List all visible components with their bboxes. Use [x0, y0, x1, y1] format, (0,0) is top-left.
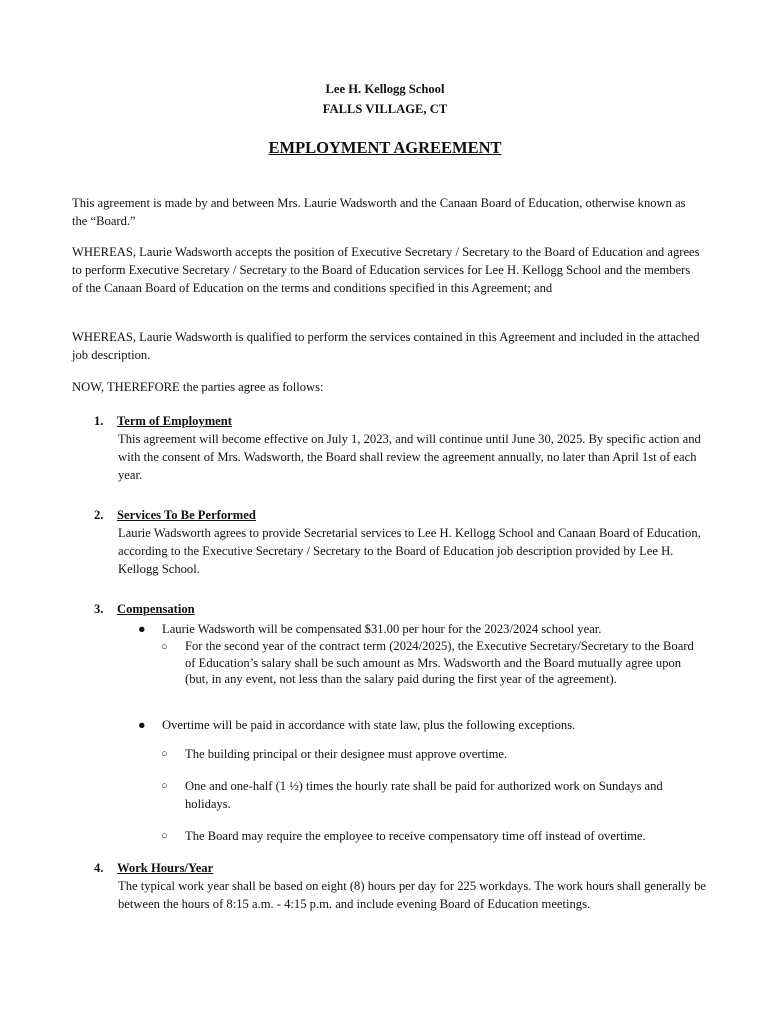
whereas-paragraph-1: WHEREAS, Laurie Wadsworth accepts the position of Executive Secretary / Secretary to the Board of Education and agrees to perform Executive Secretary / Secretary to the Board of Education services for Lee H. Kellogg School and the members of the Canaan Board of Education on the terms and conditions specified in this Agreement; and — [72, 245, 700, 295]
section-heading-work-hours: Work Hours/Year — [117, 861, 214, 875]
section-number: 1. — [94, 414, 104, 428]
bullet-marker: ● — [138, 622, 146, 636]
whereas-paragraph-2: WHEREAS, Laurie Wadsworth is qualified to perform the services contained in this Agreement and included in the attached job description. — [72, 330, 700, 362]
intro-paragraph: This agreement is made by and between Mrs. Laurie Wadsworth and the Canaan Board of Education, otherwise known as the “Board.” — [72, 196, 686, 228]
therefore-paragraph: NOW, THEREFORE the parties agree as follows: — [72, 380, 324, 394]
section-number: 2. — [94, 508, 104, 522]
sub-bullet-marker: ○ — [161, 748, 168, 760]
compensation-second-year: For the second year of the contract term (2024/2025), the Executive Secretary/Secretary to the Board of Education’s salary shall be such amount as Mrs. Wadsworth and the Board mutually agree upon (but, in any event, not less than the salary paid during the first year of the agreement). — [185, 639, 694, 686]
sub-bullet-marker: ○ — [161, 780, 168, 792]
bullet-marker: ● — [138, 718, 146, 732]
section-number: 3. — [94, 602, 104, 616]
section-body-work-hours: The typical work year shall be based on eight (8) hours per day for 225 workdays. The work hours shall generally be between the hours of 8:15 a.m. - 4:15 p.m. and include evening Board of Education meetings. — [118, 879, 707, 911]
sub-bullet-marker: ○ — [161, 641, 168, 653]
section-heading-term: Term of Employment — [117, 414, 232, 428]
school-location: FALLS VILLAGE, CT — [322, 102, 448, 116]
section-heading-services: Services To Be Performed — [117, 508, 256, 522]
compensatory-time: The Board may require the employee to receive compensatory time off instead of overtime. — [185, 829, 646, 843]
section-number: 4. — [94, 861, 104, 875]
overtime-policy: Overtime will be paid in accordance with state law, plus the following exceptions. — [162, 718, 576, 732]
section-heading-compensation: Compensation — [117, 602, 195, 616]
section-body-services: Laurie Wadsworth agrees to provide Secretarial services to Lee H. Kellogg School and Canaan Board of Education, according to the Executive Secretary / Secretary to the Board of Education job description provided by Lee H. Kellogg School. — [118, 526, 701, 576]
section-body-term: This agreement will become effective on July 1, 2023, and will continue until June 30, 2025. By specific action and with the consent of Mrs. Wadsworth, the Board shall review the agreement annually, no later than April 1st of each year. — [118, 432, 701, 482]
compensation-rate: Laurie Wadsworth will be compensated $31.00 per hour for the 2023/2024 school year. — [162, 622, 602, 636]
overtime-rate: One and one-half (1 ½) times the hourly rate shall be paid for authorized work on Sundays and holidays. — [185, 779, 663, 811]
sub-bullet-marker: ○ — [161, 830, 168, 842]
school-name: Lee H. Kellogg School — [325, 82, 445, 96]
document-title: EMPLOYMENT AGREEMENT — [268, 138, 502, 157]
overtime-approval: The building principal or their designee must approve overtime. — [185, 747, 508, 761]
